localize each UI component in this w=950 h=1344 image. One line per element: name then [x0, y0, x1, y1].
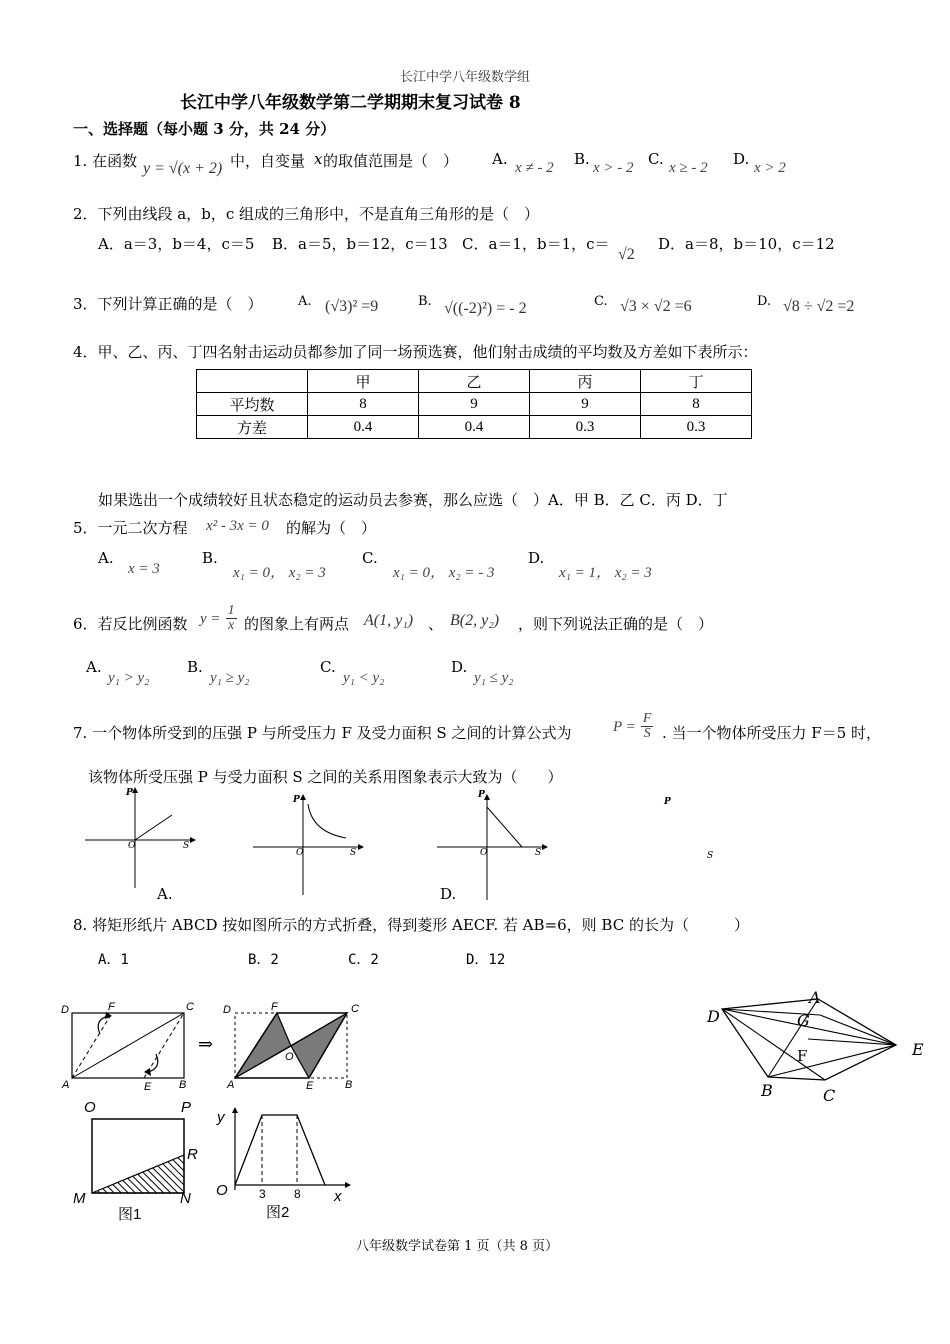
fig2-tick-8: 8: [294, 1187, 301, 1201]
table-header-cell: [197, 370, 308, 393]
page-footer: 八年级数学试卷第 1 页（共 8 页）: [356, 1239, 559, 1254]
q6-opt-b[interactable]: B.: [187, 658, 203, 676]
fig2-label-x: x: [334, 1188, 342, 1205]
q5-stem-pre: 5．一元二次方程: [73, 519, 188, 537]
q6-func-den: x: [228, 618, 235, 633]
fig2-caption: 图2: [266, 1204, 290, 1221]
q7-c-o-label: O: [480, 848, 488, 858]
q6-func-num: 1: [227, 603, 235, 618]
q7-c-s-label: S: [535, 848, 542, 858]
q5-opt-d[interactable]: D.: [528, 549, 545, 567]
q5-answer-a: x = 3: [128, 561, 160, 577]
q1-formula: y = √(x + 2): [143, 160, 223, 177]
q7-b-o-label: O: [296, 848, 304, 858]
fold-right-c: C: [351, 1003, 359, 1015]
q7-a-o-label: O: [128, 841, 136, 851]
q6-opt-d[interactable]: D.: [451, 658, 468, 676]
fig2-label-y: y: [217, 1109, 225, 1126]
q2-opt-c[interactable]: C．a＝1，b＝1，c＝: [462, 235, 610, 253]
q2-opt-b[interactable]: B．a＝5，b＝12，c＝13: [272, 235, 448, 253]
fold-figure-right: [225, 1000, 360, 1095]
q6-opt-c[interactable]: C.: [320, 658, 336, 676]
fold-right-e: E: [306, 1080, 314, 1092]
q7-stem-post: . 当一个物体所受压力 F＝5 时，: [662, 724, 882, 742]
fold-left-b: B: [179, 1079, 187, 1091]
q8-opt-c[interactable]: C．2: [348, 952, 379, 968]
q5-answer-b: x₁ = 0， x₂ = 3: [233, 565, 326, 581]
q1-opt-b[interactable]: B.: [574, 150, 590, 168]
pent-label-b: B: [761, 1081, 773, 1100]
q2-stem: 2．下列由线段 a，b，c 组成的三角形中，不是直角三角形的是（ ）: [73, 205, 540, 223]
q1-opt-a[interactable]: A.: [492, 150, 508, 168]
pent-label-a: A: [809, 988, 821, 1007]
q8-opt-b[interactable]: B．2: [248, 952, 279, 968]
arrow-icon: ⇒: [198, 1034, 214, 1055]
q5-formula: x² - 3x = 0: [206, 518, 269, 534]
table-cell: 0.3: [530, 416, 641, 439]
q2-opt-d[interactable]: D．a＝8，b＝10，c＝12: [658, 235, 835, 253]
q7-stem-line2: 该物体所受压强 P 与受力面积 S 之间的关系用图象表示大致为（ ）: [88, 768, 563, 786]
q3-expr-a: (√3)² =9: [325, 298, 379, 315]
fold-left-c: C: [186, 1001, 194, 1013]
fig1-label-o: O: [84, 1099, 96, 1116]
q5-stem-post: 的解为（ ）: [286, 519, 377, 537]
page-title: 长江中学八年级数学第二学期期末复习试卷 8: [180, 93, 521, 113]
fold-left-e: E: [144, 1081, 152, 1093]
q1-opt-d-val: x > 2: [754, 160, 786, 176]
pent-label-g: G: [797, 1011, 810, 1030]
q7-formula-den: S: [643, 726, 651, 741]
q6-stem-mid: 的图象上有两点: [244, 615, 350, 633]
q3-opt-c[interactable]: C.: [594, 294, 608, 309]
q1-stem-pre: 1. 在函数: [73, 152, 138, 170]
q2-opt-c-root: √2: [618, 246, 635, 263]
table-row: [197, 393, 752, 416]
q7-graph-a: [80, 785, 200, 890]
q3-expr-d: √8 ÷ √2 =2: [783, 298, 855, 315]
fig2-tick-3: 3: [259, 1187, 266, 1201]
table-header-cell: 丙: [530, 370, 641, 393]
q1-opt-b-val: x > - 2: [593, 160, 634, 176]
table-header-cell: 甲: [308, 370, 419, 393]
fold-left-d: D: [61, 1004, 69, 1016]
table-cell: 方差: [197, 416, 308, 439]
q2-opt-a[interactable]: A．a＝3，b＝4，c＝5: [98, 235, 255, 253]
q8-opt-a[interactable]: A．1: [98, 952, 129, 968]
fold-left-a: A: [62, 1079, 70, 1091]
q7-stem-pre: 7. 一个物体所受到的压强 P 与所受压力 F 及受力面积 S 之间的计算公式为: [73, 724, 572, 742]
q7-a-s-label: S: [183, 841, 190, 851]
q7-d-s-label: S: [707, 851, 714, 861]
q1-var: x: [314, 150, 323, 168]
q3-stem: 3．下列计算正确的是（ ）: [73, 295, 263, 313]
fold-right-d: D: [223, 1004, 231, 1016]
q8-opt-d[interactable]: D．12: [466, 952, 506, 968]
q1-opt-c-val: x ≥ - 2: [669, 160, 708, 176]
q7-b-p-label: P: [293, 795, 300, 805]
q3-expr-c: √3 × √2 =6: [620, 298, 692, 315]
q6-stem-post: ，则下列说法正确的是（ ）: [518, 615, 714, 633]
q1-stem-post: 中，自变量: [230, 152, 306, 170]
q5-opt-a[interactable]: A.: [98, 549, 114, 567]
fig1-label-r: R: [187, 1146, 198, 1163]
table-cell: 9: [419, 393, 530, 416]
q7-c-p-label: P: [478, 790, 485, 800]
q6-function: [200, 604, 237, 633]
q6-answer-c: y₁ < y₂: [343, 670, 385, 686]
fold-right-b: B: [345, 1079, 353, 1091]
q6-point-a: A(1, y₁): [364, 612, 414, 629]
q7-a-p-label: P: [126, 788, 133, 798]
table-header-cell: 丁: [641, 370, 752, 393]
q7-formula-lhs: P =: [613, 719, 636, 735]
q7-formula: [613, 712, 653, 741]
q3-opt-b[interactable]: B.: [418, 294, 432, 309]
q5-opt-c[interactable]: C.: [362, 549, 378, 567]
table-cell: 9: [530, 393, 641, 416]
q8-stem: 8. 将矩形纸片 ABCD 按如图所示的方式折叠，得到菱形 AECF. 若 AB=6，则 BC 的长为（ ）: [73, 916, 749, 934]
fig1-label-p: P: [181, 1099, 192, 1116]
q3-opt-d[interactable]: D.: [757, 294, 772, 309]
q7-d-p-label: P: [664, 797, 671, 807]
table-header-row: [197, 370, 752, 393]
pent-label-d: D: [707, 1007, 720, 1026]
table-cell: 0.4: [308, 416, 419, 439]
q6-opt-a[interactable]: A.: [86, 658, 102, 676]
q1-opt-d[interactable]: D.: [733, 150, 750, 168]
q3-opt-a[interactable]: A.: [298, 294, 312, 309]
q1-opt-a-val: x ≠ - 2: [515, 160, 554, 176]
table-header-cell: 乙: [419, 370, 530, 393]
q6-func-fraction: [226, 604, 237, 633]
q6-stem-pre: 6．若反比例函数: [73, 615, 188, 633]
q7-opt-a[interactable]: A.: [157, 885, 173, 903]
q5-answer-c: x₁ = 0， x₂ = - 3: [393, 565, 495, 581]
fig2-label-o: O: [216, 1182, 228, 1199]
q6-point-b: B(2, y₂): [450, 612, 500, 629]
q7-b-s-label: S: [350, 848, 357, 858]
pent-label-f: F: [797, 1047, 808, 1065]
table-cell: 0.3: [641, 416, 752, 439]
section-heading: 一、选择题（每小题 3 分，共 24 分）: [73, 120, 336, 138]
q3-expr-b: √((-2)²) = - 2: [444, 300, 527, 317]
fold-left-f: F: [108, 1001, 115, 1013]
pent-label-e: E: [912, 1040, 924, 1059]
q1-stem-end: 的取值范围是（ ）: [323, 152, 459, 170]
q7-formula-fraction: [641, 712, 654, 741]
fig1-label-n: N: [180, 1190, 191, 1207]
q6-answer-b: y₁ ≥ y₂: [210, 670, 250, 686]
table-cell: 0.4: [419, 416, 530, 439]
table-row: [197, 416, 752, 439]
q6-func-lhs: y =: [200, 611, 221, 627]
fold-right-f: F: [271, 1001, 278, 1013]
q7-graph-b: [248, 792, 368, 897]
q5-opt-b[interactable]: B.: [202, 549, 218, 567]
fig1-label-m: M: [73, 1190, 86, 1207]
scores-table: [196, 369, 752, 439]
table-cell: 平均数: [197, 393, 308, 416]
fold-right-a: A: [227, 1079, 235, 1091]
table-cell: 8: [641, 393, 752, 416]
q4-stem: 4．甲、乙、丙、丁四名射击运动员都参加了同一场预选赛，他们射击成绩的平均数及方差如下表所示：: [73, 343, 758, 361]
q7-opt-d[interactable]: D.: [440, 885, 457, 903]
q4-question: 如果选出一个成绩较好且状态稳定的运动员去参赛，那么应选（ ）A．甲 B．乙 C．丙 D．丁: [98, 491, 728, 509]
figure-2: [225, 1105, 355, 1195]
fold-right-o: O: [285, 1051, 294, 1063]
q7-formula-num: F: [642, 711, 652, 726]
table-cell: 8: [308, 393, 419, 416]
q6-answer-d: y₁ ≤ y₂: [474, 670, 514, 686]
pent-label-c: C: [823, 1086, 836, 1105]
header-group: 长江中学八年级数学组: [400, 70, 531, 85]
q5-answer-d: x₁ = 1， x₂ = 3: [559, 565, 652, 581]
q1-opt-c[interactable]: C.: [648, 150, 664, 168]
q6-answer-a: y₁ > y₂: [108, 670, 150, 686]
q6-sep: 、: [428, 615, 444, 633]
fig1-caption: 图1: [118, 1206, 142, 1223]
